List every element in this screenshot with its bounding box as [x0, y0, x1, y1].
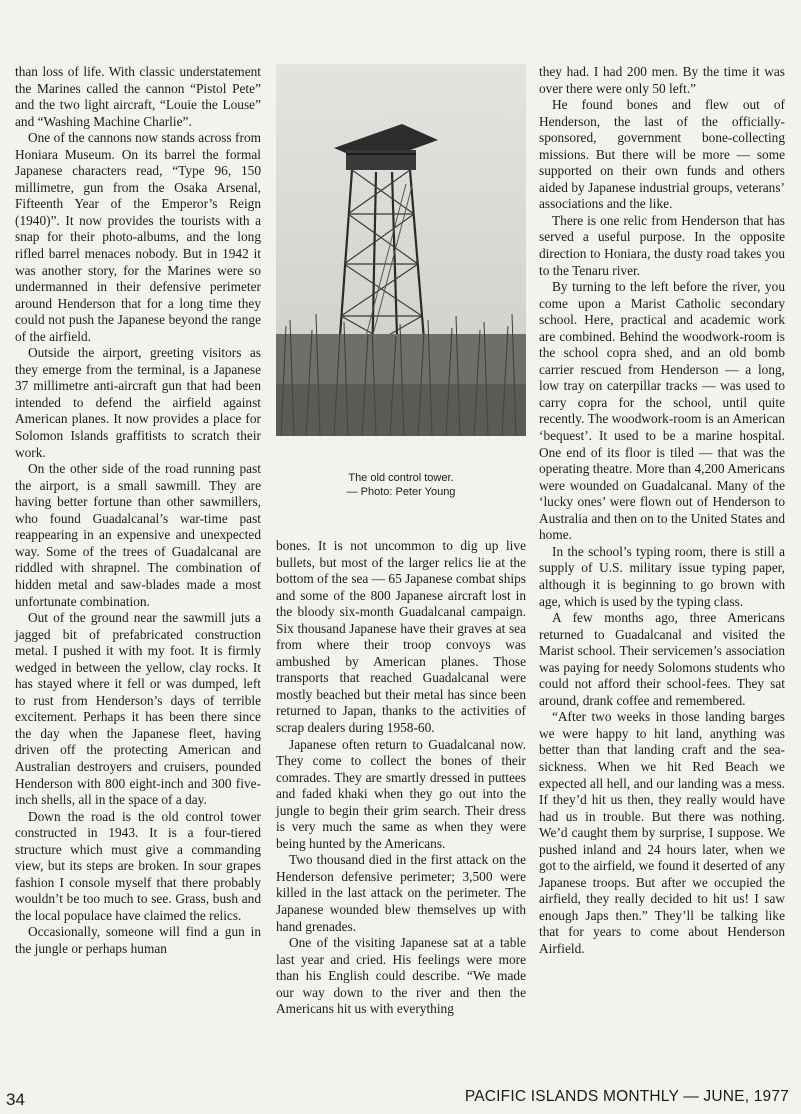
paragraph: Down the road is the old control tower constructed in 1943. It is a four-tiered structure which must give a commanding view, but its steps are broken. In sour grapes fashion I console myself that there probably wouldn’t be too much to see. Grass, bush and the local populace have claimed the relics.	[15, 808, 261, 923]
paragraph: One of the visiting Japanese sat at a table last year and cried. His feelings were more than his English could describe. “We made our way down to the river and then the Americans hit us with everything	[276, 935, 526, 1017]
paragraph: Outside the airport, greeting visitors as they emerge from the terminal, is a Japanese 37 millimetre anti-aircraft gun that had been intended to defend the airfield against American planes. It now provides a place for Solomon Islands graffitists to scratch their work.	[15, 345, 261, 460]
paragraph: Japanese often return to Guadalcanal now. They come to collect the bones of their comrades. They are smartly dressed in puttees and faded khaki when they go out into the jungle to begin their grim search. Their dress is very much the same as when they were being hunted by the Americans.	[276, 736, 526, 851]
paragraph: Two thousand died in the first attack on the Henderson defensive perimeter; 3,500 were killed in the last attack on the perimeter. The Japanese wounded blew themselves up with hand grenades.	[276, 852, 526, 934]
control-tower-photo	[276, 64, 526, 436]
page-number: 34	[6, 1090, 25, 1109]
paragraph: In the school’s typing room, there is still a supply of U.S. military issue typing paper, although it is beginning to go brown with age, which is used by the typing class.	[539, 543, 785, 609]
magazine-footer: PACIFIC ISLANDS MONTHLY — JUNE, 1977	[464, 1088, 789, 1105]
caption-credit: — Photo: Peter Young	[346, 486, 456, 498]
paragraph: Occasionally, someone will find a gun in the jungle or perhaps human	[15, 924, 261, 956]
paragraph: By turning to the left before the river, you come upon a Marist Catholic secondary school. Here, practical and academic work are combined. Behind the woodwork-room is the school copra shed, and an old bomb carrier rescued from Henderson — a long, low tray on caterpillar tracks — was used to carry copra for the school, until quite recently. The woodwork-room is an American ‘bequest’. It used to be a marine hospital. One end of its floor is tiled — that was the operating theatre. More than 4,200 Americans were wounded on Guadalcanal. Many of the ‘lucky ones’ were flown out of Henderson to Australia and then on to the United States and home.	[539, 279, 785, 543]
paragraph: He found bones and flew out of Henderson, the last of the officially-sponsored, government bone-collecting missions. But there will be more — some supported on their own funds and others aided by Japanese industrial groups, veterans’ associations and the like.	[539, 97, 785, 212]
paragraph: Out of the ground near the sawmill juts a jagged bit of prefabricated construction metal. I pushed it with my foot. It is firmly wedged in between the yellow, clay rocks. It has stayed where it fell or was dumped, left to rust from Henderson’s days of terrible excitement. Perhaps it has been there since the day when the Japanese fleet, having driven off the protecting American and Australian destroyers and cruisers, pounded Henderson with 800 eight-inch and 300 five-inch shells, all in the space of a day.	[15, 610, 261, 808]
caption-title: The old control tower.	[348, 472, 454, 484]
article-column-3	[539, 64, 785, 958]
article-column-2	[276, 538, 526, 1018]
paragraph: “After two weeks in those landing barges we were happy to hit land, anything was better than that landing craft and the sea-sickness. When we hit Red Beach we expected all hell, and our landing was a mess. If they’d hit us then, they really would have had us in trouble. But there was nothing. We’d caught them by surprise, I suppose. We pushed inland and 24 hours later, when we got to the airfield, we found it deserted of any Japanese troops. But after we occupied the airfield, they really decided to hit us! I saw enough Japs then.” They’ll be talking like that for years to come about Henderson Airfield.	[539, 709, 785, 956]
paragraph: There is one relic from Henderson that has served a useful purpose. In the opposite direction to Honiara, the dusty road takes you to the Tenaru river.	[539, 212, 785, 278]
paragraph: bones. It is not uncommon to dig up live bullets, but most of the larger relics lie at the bottom of the sea — 65 Japanese combat ships and some of the 800 Japanese aircraft lost in the bloody six-month Guadalcanal campaign. Six thousand Japanese have their graves at sea from where their troop convoys was ambushed by American planes. Those transports that reached Guadalcanal were mostly beached but their metal has since been returned to Japan, thanks to the activities of scrap dealers during 1958-60.	[276, 538, 526, 736]
paragraph: One of the cannons now stands across from Honiara Museum. On its barrel the formal Japanese characters read, “Type 96, 150 millimetre, gun from the Osaka Arsenal, Fifteenth Year of the Emperor’s Reign (1940)”. It now provides the tourists with a snap for their photo-albums, and the long rifled barrel menaces nobody. But in 1942 it was another story, for the Marines were so undermanned in their defensive perimeter around Henderson that for a long time they could not push the Japanese beyond the range of the airfield.	[15, 130, 261, 344]
article-column-1	[15, 64, 261, 958]
paragraph: On the other side of the road running past the airport, is a small sawmill. They are having better fortune than other sawmillers, who found Guadalcanal’s war-time past reappearing in an expensive and unexpected way. Some of the trees of Guadalcanal are riddled with shrapnel. The combination of hidden metal and saw-blades made a most unfortunate combination.	[15, 461, 261, 609]
photo-caption	[276, 471, 526, 499]
paragraph: they had. I had 200 men. By the time it was over there were only 50 left.”	[539, 64, 785, 96]
paragraph: than loss of life. With classic understatement the Marines called the cannon “Pistol Pete” and the two light aircraft, “Louie the Louse” and “Washing Machine Charlie”.	[15, 64, 261, 129]
paragraph: A few months ago, three Americans returned to Guadalcanal and visited the Marist school. Their servicemen’s association was paying for needy Solomons students who could not afford their school-fees. They sat around, drank coffee and remembered.	[539, 610, 785, 708]
